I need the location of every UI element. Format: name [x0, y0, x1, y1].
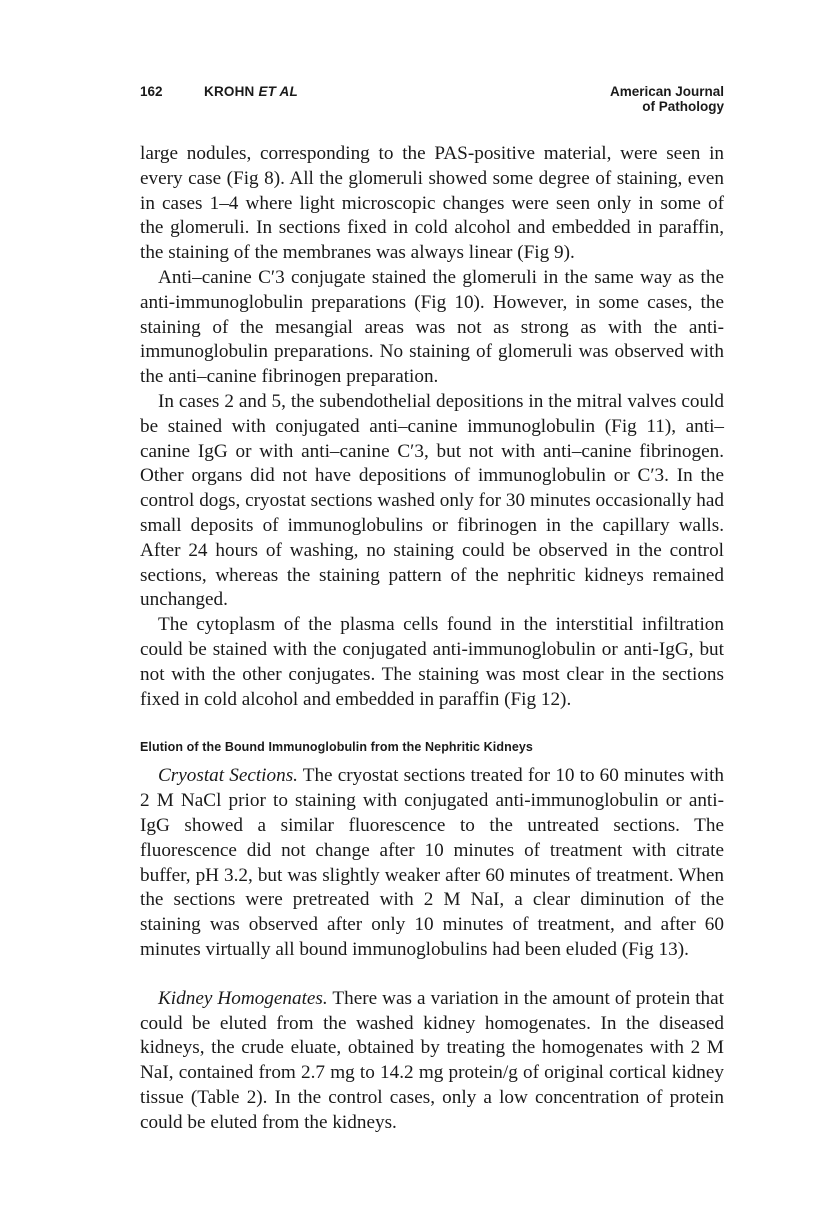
running-authors [204, 84, 298, 99]
body-paragraph-2: Anti–canine C′3 conjugate stained the glomeruli in the same way as the anti-immunoglobulin preparations (Fig 10). However, in some cases, the staining of the mesangial areas was not as strong as with the anti-immunoglobulin preparations. No staining of glomeruli was observed with the anti–canine fibrinogen preparation. [140, 266, 724, 388]
journal-name-line-1: American Journal [609, 84, 724, 99]
subsection-kidney-title: Kidney Homogenates. [158, 987, 328, 1009]
subsection-cryostat [140, 764, 724, 962]
page-number: 162 [140, 84, 163, 99]
article-body [140, 142, 724, 1135]
author-etal: ET AL [258, 84, 298, 99]
subsection-kidney [140, 987, 724, 1136]
subsection-cryostat-title: Cryostat Sections. [158, 765, 298, 787]
running-header [140, 84, 724, 124]
subsection-cryostat-text: The cryostat sections treated for 10 to 60 minutes with 2 M NaCl prior to staining with conjugated anti-immunoglobulin or anti-IgG showed a similar fluorescence to the untreated sections. The fluorescence did not change after 10 minutes of treatment with citrate buffer, pH 3.2, but was slightly weaker after 60 minutes of treatment. When the sections were pretreated with 2 M NaI, a clear diminution of the staining was observed after only 10 minutes of treatment, and after 60 minutes virtually all bound immunoglobulins had been eluded (Fig 13). [140, 765, 724, 960]
body-paragraph-3: In cases 2 and 5, the subendothelial depositions in the mitral valves could be stained with conjugated anti–canine immunoglobulin (Fig 11), anti–canine IgG or with anti–canine C′3, but not with anti–canine fibrinogen. Other organs did not have depositions of immunoglobulin or C′3. In the control dogs, cryostat sections washed only for 30 minutes occasionally had small deposits of immunoglobulins or fibrinogen in the capillary walls. After 24 hours of washing, no staining could be observed in the control sections, whereas the staining pattern of the nephritic kidneys remained unchanged. [140, 390, 724, 611]
body-paragraph-1: large nodules, corresponding to the PAS-positive material, were seen in every case (Fig 8). All the glomeruli showed some degree of staining, even in cases 1–4 where light microscopic changes were seen only in some of the glomeruli. In sections fixed in cold alcohol and embedded in paraffin, the staining of the membranes was always linear (Fig 9). [140, 143, 724, 264]
paragraph-gap [140, 963, 724, 987]
journal-name [610, 84, 724, 114]
journal-name-line-2: of Pathology [642, 99, 724, 114]
section-heading: Elution of the Bound Immunoglobulin from the Nephritic Kidneys [140, 740, 533, 755]
body-paragraph-4: The cytoplasm of the plasma cells found in the interstitial infiltration could be stained with the conjugated anti-immunoglobulin or anti-IgG, but not with the other conjugates. The staining was most clear in the sections fixed in cold alcohol and embedded in paraffin (Fig 12). [140, 614, 724, 710]
subsection-kidney-text: There was a variation in the amount of protein that could be eluted from the washed kidney homogenates. In the diseased kidneys, the crude eluate, obtained by treating the homogenates with 2 M NaI, contained from 2.7 mg to 14.2 mg protein/g of original cortical kidney tissue (Table 2). In the control cases, only a low concentration of protein could be eluted from the kidneys. [140, 987, 724, 1133]
author-name: KROHN [204, 84, 259, 99]
